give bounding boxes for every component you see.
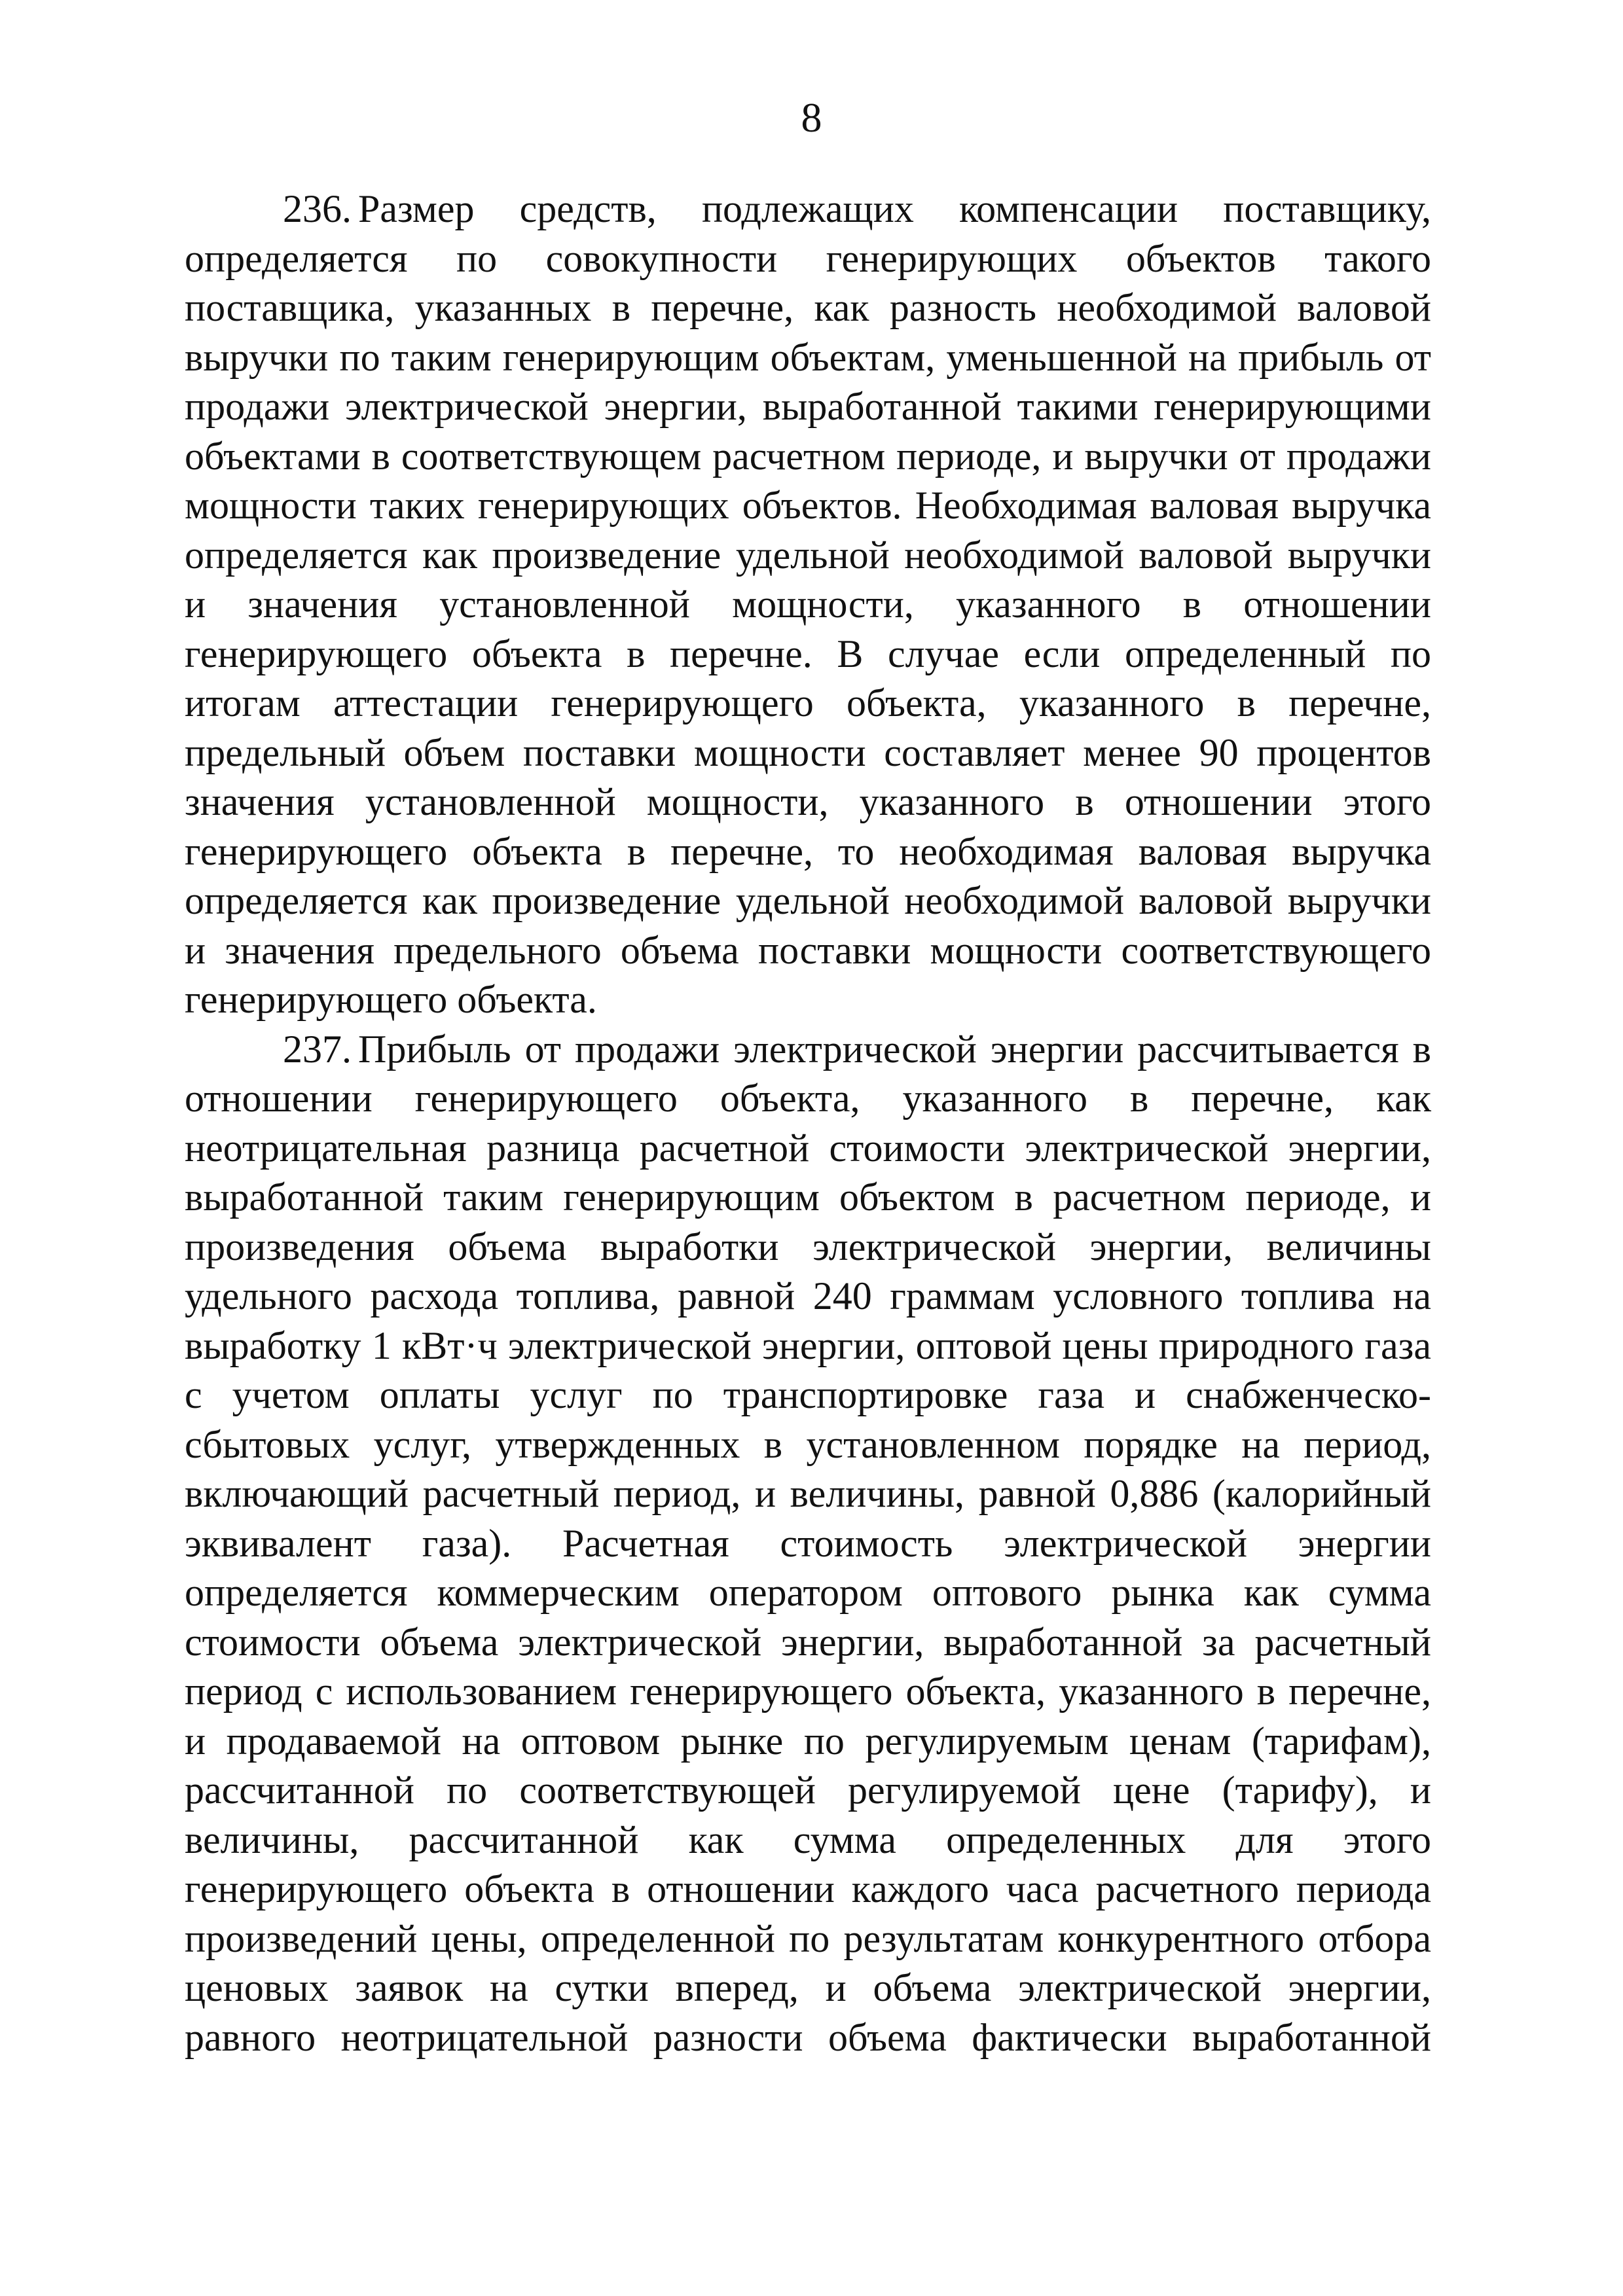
paragraph-237 <box>185 1025 1431 2063</box>
paragraph-number: 237. <box>283 1027 352 1071</box>
paragraph-236 <box>185 185 1431 1025</box>
page-number: 8 <box>801 94 822 141</box>
paragraph-text: Размер средств, подлежащих компенсации поставщику, определяется по совокупности генерирующих объектов такого поставщика, указанных в перечне, как разность необходимой валовой выручки по таким генерирующим объектам, уменьшенной на прибыль от продажи электрической энергии, выработанной такими генерирующими объектами в соответствующем расчетном периоде, и выручки от продажи мощности таких генерирующих объектов. Необходимая валовая выручка определяется как произведение удельной необходимой валовой выручки и значения установленной мощности, указанного в отношении генерирующего объекта в перечне. В случае если определенный по итогам аттестации генерирующего объекта, указанного в перечне, предельный объем поставки мощности составляет менее 90 процентов значения установленной мощности, указанного в отношении этого генерирующего объекта в перечне, то необходимая валовая выручка определяется как произведение удельной необходимой валовой выручки и значения предельного объема поставки мощности соответствующего генерирующего объекта. <box>185 187 1431 1021</box>
document-body <box>185 185 1431 2062</box>
paragraph-text: Прибыль от продажи электрической энергии рассчитывается в отношении генерирующего объекта, указанного в перечне, как неотрицательная разница расчетной стоимости электрической энергии, выработанной таким генерирующим объектом в расчетном периоде, и произведения объема выработки электрической энергии, величины удельного расхода топлива, равной 240 граммам условного топлива на выработку 1 кВт·ч электрической энергии, оптовой цены природного газа с учетом оплаты услуг по транспортировке газа и снабженческо-сбытовых услуг, утвержденных в установленном порядке на период, включающий расчетный период, и величины, равной 0,886 (калорийный эквивалент газа). Расчетная стоимость электрической энергии определяется коммерческим оператором оптового рынка как сумма стоимости объема электрической энергии, выработанной за расчетный период с использованием генерирующего объекта, указанного в перечне, и продаваемой на оптовом рынке по регулируемым ценам (тарифам), рассчитанной по соответствующей регулируемой цене (тарифу), и величины, рассчитанной как сумма определенных для этого генерирующего объекта в отношении каждого часа расчетного периода произведений цены, определенной по результатам конкурентного отбора ценовых заявок на сутки вперед, и объема электрической энергии, равного неотрицательной разности объема фактически выработанной <box>185 1027 1431 2059</box>
paragraph-number: 236. <box>283 187 352 230</box>
